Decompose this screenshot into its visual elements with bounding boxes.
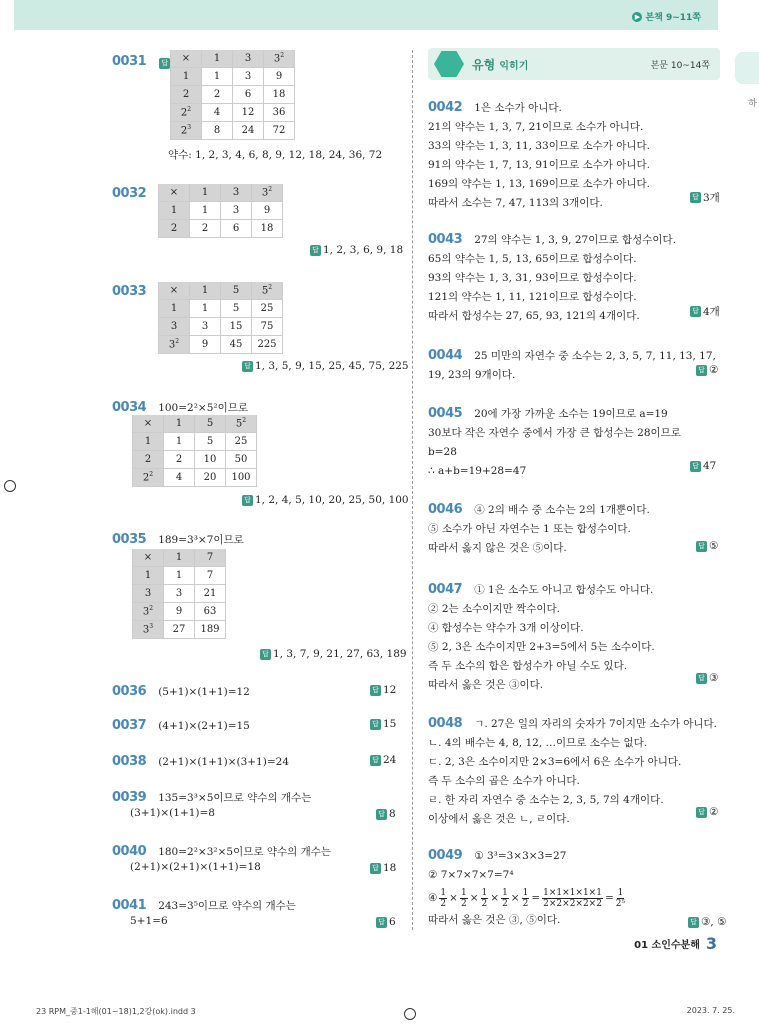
- problem-0034: 0034 100=2²×5²이므로: [112, 400, 249, 415]
- table-cell: 5: [195, 433, 226, 451]
- table-cell: 50: [226, 451, 257, 469]
- problem-0049: 0049 ① 3³=3×3×3=27 ② 7×7×7×7=7⁴ ④ $\frac{1}{2}$ × $\frac{1}{2}$ × $\frac{1}{2}$ × $\frac{1}{2}$ × $\frac{1}{2}$ = $\frac{1\times 1\times 1\times 1\times 1}{2\times 2\times 2\times 2\times 2}$ = $\frac{1}{\text{2⁵}}$ 따라서 옳은 것은 ③, ⑤이다.: [428, 848, 626, 926]
- problem-0035: 0035 189=3³×7이므로: [112, 532, 244, 547]
- problem-0037: 0037 (4+1)×(2+1)=15: [112, 718, 250, 733]
- solution-line: ⑤ 소수가 아닌 자연수는 1 또는 합성수이다.: [428, 523, 631, 535]
- table-header-cell: 1: [159, 202, 190, 220]
- table-header-cell: 1: [159, 300, 190, 318]
- table-header-cell: 1: [190, 282, 221, 300]
- section-subtitle: 익히기: [499, 61, 529, 72]
- solution-line: [428, 346, 716, 366]
- hexagon-character-icon: [434, 51, 464, 77]
- side-tab: [735, 52, 759, 84]
- table-cell: 75: [252, 318, 283, 336]
- table-cell: 100: [226, 469, 257, 487]
- answer-text: ②: [709, 806, 719, 818]
- answer-text: ⑤: [709, 540, 719, 552]
- answer-badge-icon: 답: [688, 917, 699, 928]
- answer-badge-icon: 답: [370, 685, 381, 696]
- table-cell: 36: [264, 104, 295, 122]
- problem-0039: 0039 135=3³×5이므로 약수의 개수는: [112, 790, 312, 805]
- table-cell: 20: [195, 469, 226, 487]
- problem-0032: 0032: [112, 186, 147, 201]
- solution-line: [428, 404, 681, 424]
- table-cell: 63: [195, 603, 226, 621]
- table-header-cell: 3: [159, 318, 190, 336]
- table-cell: 7: [195, 567, 226, 585]
- answer-badge-icon: 답: [376, 809, 387, 820]
- page-footer: [634, 934, 717, 953]
- table-header-cell: $5^2$: [226, 415, 257, 433]
- table-header-cell: $3^3$: [133, 621, 164, 639]
- answer-text: ②: [709, 364, 719, 376]
- table-header-cell: ×: [133, 549, 164, 567]
- solution-line: ㄹ. 한 자리 자연수 중 소수는 2, 3, 5, 7의 4개이다.: [428, 794, 664, 806]
- solution-line: 즉 두 소수의 합은 합성수가 아닐 수도 있다.: [428, 660, 628, 672]
- problem-0042: [428, 98, 650, 213]
- solution-line: [428, 500, 650, 520]
- answer-badge-icon: 답: [242, 361, 253, 372]
- table-cell: 9: [252, 202, 283, 220]
- section-header: [428, 48, 720, 80]
- answer-0032: 답 1, 2, 3, 6, 9, 18: [310, 244, 403, 256]
- table-header-cell: 3: [133, 585, 164, 603]
- answer-badge-icon: 답: [696, 365, 707, 376]
- problem-0036: 0036 (5+1)×(1+1)=12: [112, 684, 250, 699]
- answer-0044: [696, 364, 718, 376]
- solution-line: 따라서 옳은 것은 ③이다.: [428, 679, 544, 691]
- answer-0045: [690, 460, 716, 472]
- table-header-cell: 1: [133, 567, 164, 585]
- solution-text: 27의 약수는 1, 3, 9, 27이므로 합성수이다.: [474, 234, 677, 246]
- table-cell: 1: [190, 300, 221, 318]
- answer-text: 4개: [703, 306, 720, 318]
- answer-0037: 답 15: [370, 718, 396, 730]
- answer-text: ③: [709, 672, 719, 684]
- divisor-table-0034: [132, 415, 257, 487]
- table-cell: 225: [252, 336, 283, 354]
- solution-line: 21의 약수는 1, 3, 7, 21이므로 소수가 아니다.: [428, 121, 644, 133]
- solution-line: 이상에서 옳은 것은 ㄴ, ㄹ이다.: [428, 813, 570, 825]
- table-cell: 4: [164, 469, 195, 487]
- table-cell: 3: [164, 585, 195, 603]
- table-header-cell: $3^2$: [133, 603, 164, 621]
- divisor-table-0032: [158, 184, 283, 238]
- answer-badge-icon: 답: [370, 863, 381, 874]
- table-cell: 2: [190, 220, 221, 238]
- table-cell: 5: [221, 300, 252, 318]
- table-cell: 25: [226, 433, 257, 451]
- solution-line: ∴ a+b=19+28=47: [428, 465, 527, 477]
- answer-badge-icon: 답: [690, 192, 701, 203]
- table-header-cell: 1: [164, 549, 195, 567]
- table-cell: 21: [195, 585, 226, 603]
- answer-0041: 답 6: [376, 916, 396, 928]
- table-header-cell: 1: [164, 415, 195, 433]
- problem-number: 0045: [428, 406, 463, 421]
- chapter-label: 01 소인수분해: [634, 940, 700, 951]
- table-cell: 1: [190, 202, 221, 220]
- table-cell: 3: [190, 318, 221, 336]
- table-header-cell: 1: [190, 184, 221, 202]
- answer-badge-icon: 답: [260, 649, 271, 660]
- solution-line: 19, 23의 9개이다.: [428, 369, 516, 381]
- answer-0043: [690, 304, 720, 319]
- problem-number: 0042: [428, 100, 463, 115]
- table-cell: 9: [164, 603, 195, 621]
- table-cell: 15: [221, 318, 252, 336]
- solution-line: [428, 230, 676, 250]
- table-header-cell: 2: [171, 86, 202, 104]
- table-cell: 18: [252, 220, 283, 238]
- table-cell: 9: [190, 336, 221, 354]
- answer-0038: 답 24: [370, 754, 396, 766]
- solution-line: 93의 약수는 1, 3, 31, 93이므로 합성수이다.: [428, 272, 637, 284]
- print-date: 2023. 7. 25.: [686, 1006, 735, 1015]
- solution-text: 25 미만의 자연수 중 소수는 2, 3, 5, 7, 11, 13, 17,: [474, 350, 716, 362]
- problem-0048: [428, 714, 717, 829]
- answer-badge-icon: 답: [696, 673, 707, 684]
- table-header-cell: 5: [195, 415, 226, 433]
- problem-number: 0044: [428, 348, 463, 363]
- table-cell: 9: [264, 68, 295, 86]
- table-cell: 1: [164, 433, 195, 451]
- solution-line: [428, 714, 717, 734]
- answer-badge-icon: 답: [696, 807, 707, 818]
- table-cell: 189: [195, 621, 226, 639]
- problem-0047: [428, 580, 655, 695]
- side-tab-text: 하: [748, 99, 757, 109]
- solution-line: 169의 약수는 1, 13, 169이므로 소수가 아니다.: [428, 178, 651, 190]
- table-cell: 45: [221, 336, 252, 354]
- column-divider: [412, 50, 413, 930]
- solution-line: ㄷ. 2, 3은 소수이지만 2×3=6에서 6은 소수가 아니다.: [428, 756, 682, 768]
- solution-line: 33의 약수는 1, 3, 11, 33이므로 소수가 아니다.: [428, 140, 651, 152]
- table-cell: 6: [221, 220, 252, 238]
- solution-line: ② 2는 소수이지만 짝수이다.: [428, 603, 560, 615]
- registration-mark-icon: [4, 480, 16, 492]
- registration-mark-icon: [404, 1008, 416, 1020]
- table-header-cell: 2: [133, 451, 164, 469]
- table-header-cell: ×: [159, 282, 190, 300]
- table-header-cell: $3^2$: [252, 184, 283, 202]
- solution-line: 따라서 합성수는 27, 65, 93, 121의 4개이다.: [428, 310, 640, 322]
- answer-0042: [690, 190, 720, 205]
- problem-number: 0047: [428, 582, 463, 597]
- solution-text: ④ 2의 배수 중 소수는 2의 1개뿐이다.: [474, 504, 650, 516]
- solution-line: [428, 98, 650, 118]
- section-title: 유형: [472, 58, 496, 72]
- table-cell: 1: [202, 68, 233, 86]
- problem-0045: [428, 404, 681, 481]
- answer-badge-icon: 답: [370, 755, 381, 766]
- table-header-cell: 3: [221, 184, 252, 202]
- file-slug: 23 RPM_중1-1해(01~18)1,2강(ok).indd 3: [36, 1007, 196, 1016]
- answer-0049: 답 ③, ⑤: [688, 916, 727, 928]
- solution-line: ⑤ 2, 3은 소수이지만 2+3=5에서 5는 소수이다.: [428, 641, 655, 653]
- table-header-cell: $2^2$: [171, 104, 202, 122]
- table-header-cell: $3^2$: [159, 336, 190, 354]
- table-header-cell: 1: [133, 433, 164, 451]
- problem-0033: 0033: [112, 284, 147, 299]
- table-header-cell: ×: [133, 415, 164, 433]
- answer-badge-icon: 답: [376, 917, 387, 928]
- top-bar: [14, 0, 718, 30]
- table-cell: 12: [233, 104, 264, 122]
- solution-text: 1은 소수가 아니다.: [474, 102, 562, 114]
- divisor-table-0031: [170, 50, 295, 140]
- solution-line: [428, 580, 655, 600]
- table-cell: 8: [202, 122, 233, 140]
- table-cell: 24: [233, 122, 264, 140]
- table-cell: 3: [233, 68, 264, 86]
- table-header-cell: 2: [159, 220, 190, 238]
- solution-line: 따라서 소수는 7, 47, 113의 3개이다.: [428, 197, 603, 209]
- problem-number: 0046: [428, 502, 463, 517]
- problem-0040: 0040 180=2²×3²×5이므로 약수의 개수는: [112, 844, 332, 859]
- answer-text: 47: [703, 460, 717, 472]
- answer-badge-icon: 답: [696, 541, 707, 552]
- answer-0048: [696, 806, 718, 818]
- table-cell: 2: [164, 451, 195, 469]
- answer-0034: 답 1, 2, 4, 5, 10, 20, 25, 50, 100: [242, 494, 409, 506]
- divisor-list: 약수: 1, 2, 3, 4, 6, 8, 9, 12, 18, 24, 36, 72: [168, 149, 383, 161]
- page-number: 3: [705, 934, 717, 953]
- table-header-cell: ×: [159, 184, 190, 202]
- table-cell: 2: [202, 86, 233, 104]
- table-header-cell: $2^2$: [133, 469, 164, 487]
- section-page-ref: 본문 10~14쪽: [650, 61, 710, 71]
- solution-line: 따라서 옳지 않은 것은 ⑤이다.: [428, 542, 567, 554]
- table-header-cell: 1: [202, 50, 233, 68]
- table-cell: 10: [195, 451, 226, 469]
- table-header-cell: $3^2$: [264, 50, 295, 68]
- answer-0046: [696, 540, 718, 552]
- arrow-icon: ▶: [632, 12, 642, 22]
- answer-0040: 답 18: [370, 862, 396, 874]
- table-header-cell: 3: [233, 50, 264, 68]
- table-cell: 4: [202, 104, 233, 122]
- table-cell: 3: [221, 202, 252, 220]
- answer-badge-icon: 답: [310, 245, 321, 256]
- table-cell: 18: [264, 86, 295, 104]
- solution-line: 91의 약수는 1, 7, 13, 91이므로 소수가 아니다.: [428, 159, 651, 171]
- answer-badge-icon: 답: [690, 306, 701, 317]
- table-header-cell: ×: [171, 50, 202, 68]
- problem-0031: 0031 답: [112, 50, 170, 69]
- solution-line: 121의 약수는 1, 11, 121이므로 합성수이다.: [428, 291, 637, 303]
- answer-0035: 답 1, 3, 7, 9, 21, 27, 63, 189: [260, 648, 407, 660]
- solution-text: 20에 가장 가까운 소수는 19이므로 a=19: [474, 408, 668, 420]
- answer-0036: 답 12: [370, 684, 396, 696]
- solution-line: b=28: [428, 446, 457, 458]
- answer-0039: 답 8: [376, 808, 396, 820]
- solution-text: ㄱ. 27은 일의 자리의 숫자가 7이지만 소수가 아니다.: [474, 718, 717, 730]
- solution-text: ① 1은 소수도 아니고 합성수도 아니다.: [474, 584, 654, 596]
- problem-0041: 0041 243=3⁵이므로 약수의 개수는: [112, 898, 296, 913]
- table-cell: 27: [164, 621, 195, 639]
- answer-0047: [696, 672, 718, 684]
- solution-line: ④ 합성수는 약수가 3개 이상이다.: [428, 622, 584, 634]
- problem-number: 0048: [428, 716, 463, 731]
- table-cell: 25: [252, 300, 283, 318]
- problem-0038: 0038 (2+1)×(1+1)×(3+1)=24: [112, 754, 289, 769]
- answer-text: 3개: [703, 192, 720, 204]
- answer-badge-icon: 답: [690, 461, 701, 472]
- table-cell: 72: [264, 122, 295, 140]
- problem-0046: [428, 500, 650, 558]
- answer-0033: 답 1, 3, 5, 9, 15, 25, 45, 75, 225: [242, 360, 409, 372]
- page-reference: ▶ 본책 9~11쪽: [632, 10, 701, 23]
- table-header-cell: $2^3$: [171, 122, 202, 140]
- divisor-table-0033: [158, 282, 283, 354]
- solution-line: 65의 약수는 1, 5, 13, 65이므로 합성수이다.: [428, 253, 637, 265]
- solution-line: 30보다 작은 자연수 중에서 가장 큰 합성수는 28이므로: [428, 427, 681, 439]
- table-header-cell: $5^2$: [252, 282, 283, 300]
- answer-badge-icon: 답: [242, 495, 253, 506]
- answer-badge-icon: 답: [370, 719, 381, 730]
- divisor-table-0035: [132, 549, 226, 639]
- solution-line: 즉 두 소수의 곱은 소수가 아니다.: [428, 775, 580, 787]
- table-header-cell: 7: [195, 549, 226, 567]
- problem-0044: [428, 346, 719, 385]
- problem-number: 0043: [428, 232, 463, 247]
- table-cell: 6: [233, 86, 264, 104]
- fraction-line: ④ $\frac{1}{2}$ × $\frac{1}{2}$ × $\frac{1}{2}$ × $\frac{1}{2}$ × $\frac{1}{2}$ = $\frac{1\times 1\times 1\times 1\times 1}{2\times 2\times 2\times 2\times 2}$ = $\frac{1}{\text{2⁵}}$: [428, 887, 626, 909]
- table-header-cell: 1: [171, 68, 202, 86]
- table-cell: 1: [164, 567, 195, 585]
- solution-line: ㄴ. 4의 배수는 4, 8, 12, …이므로 소수는 없다.: [428, 737, 648, 749]
- table-header-cell: 5: [221, 282, 252, 300]
- answer-badge-icon: 답: [159, 58, 170, 69]
- problem-0043: [428, 230, 676, 326]
